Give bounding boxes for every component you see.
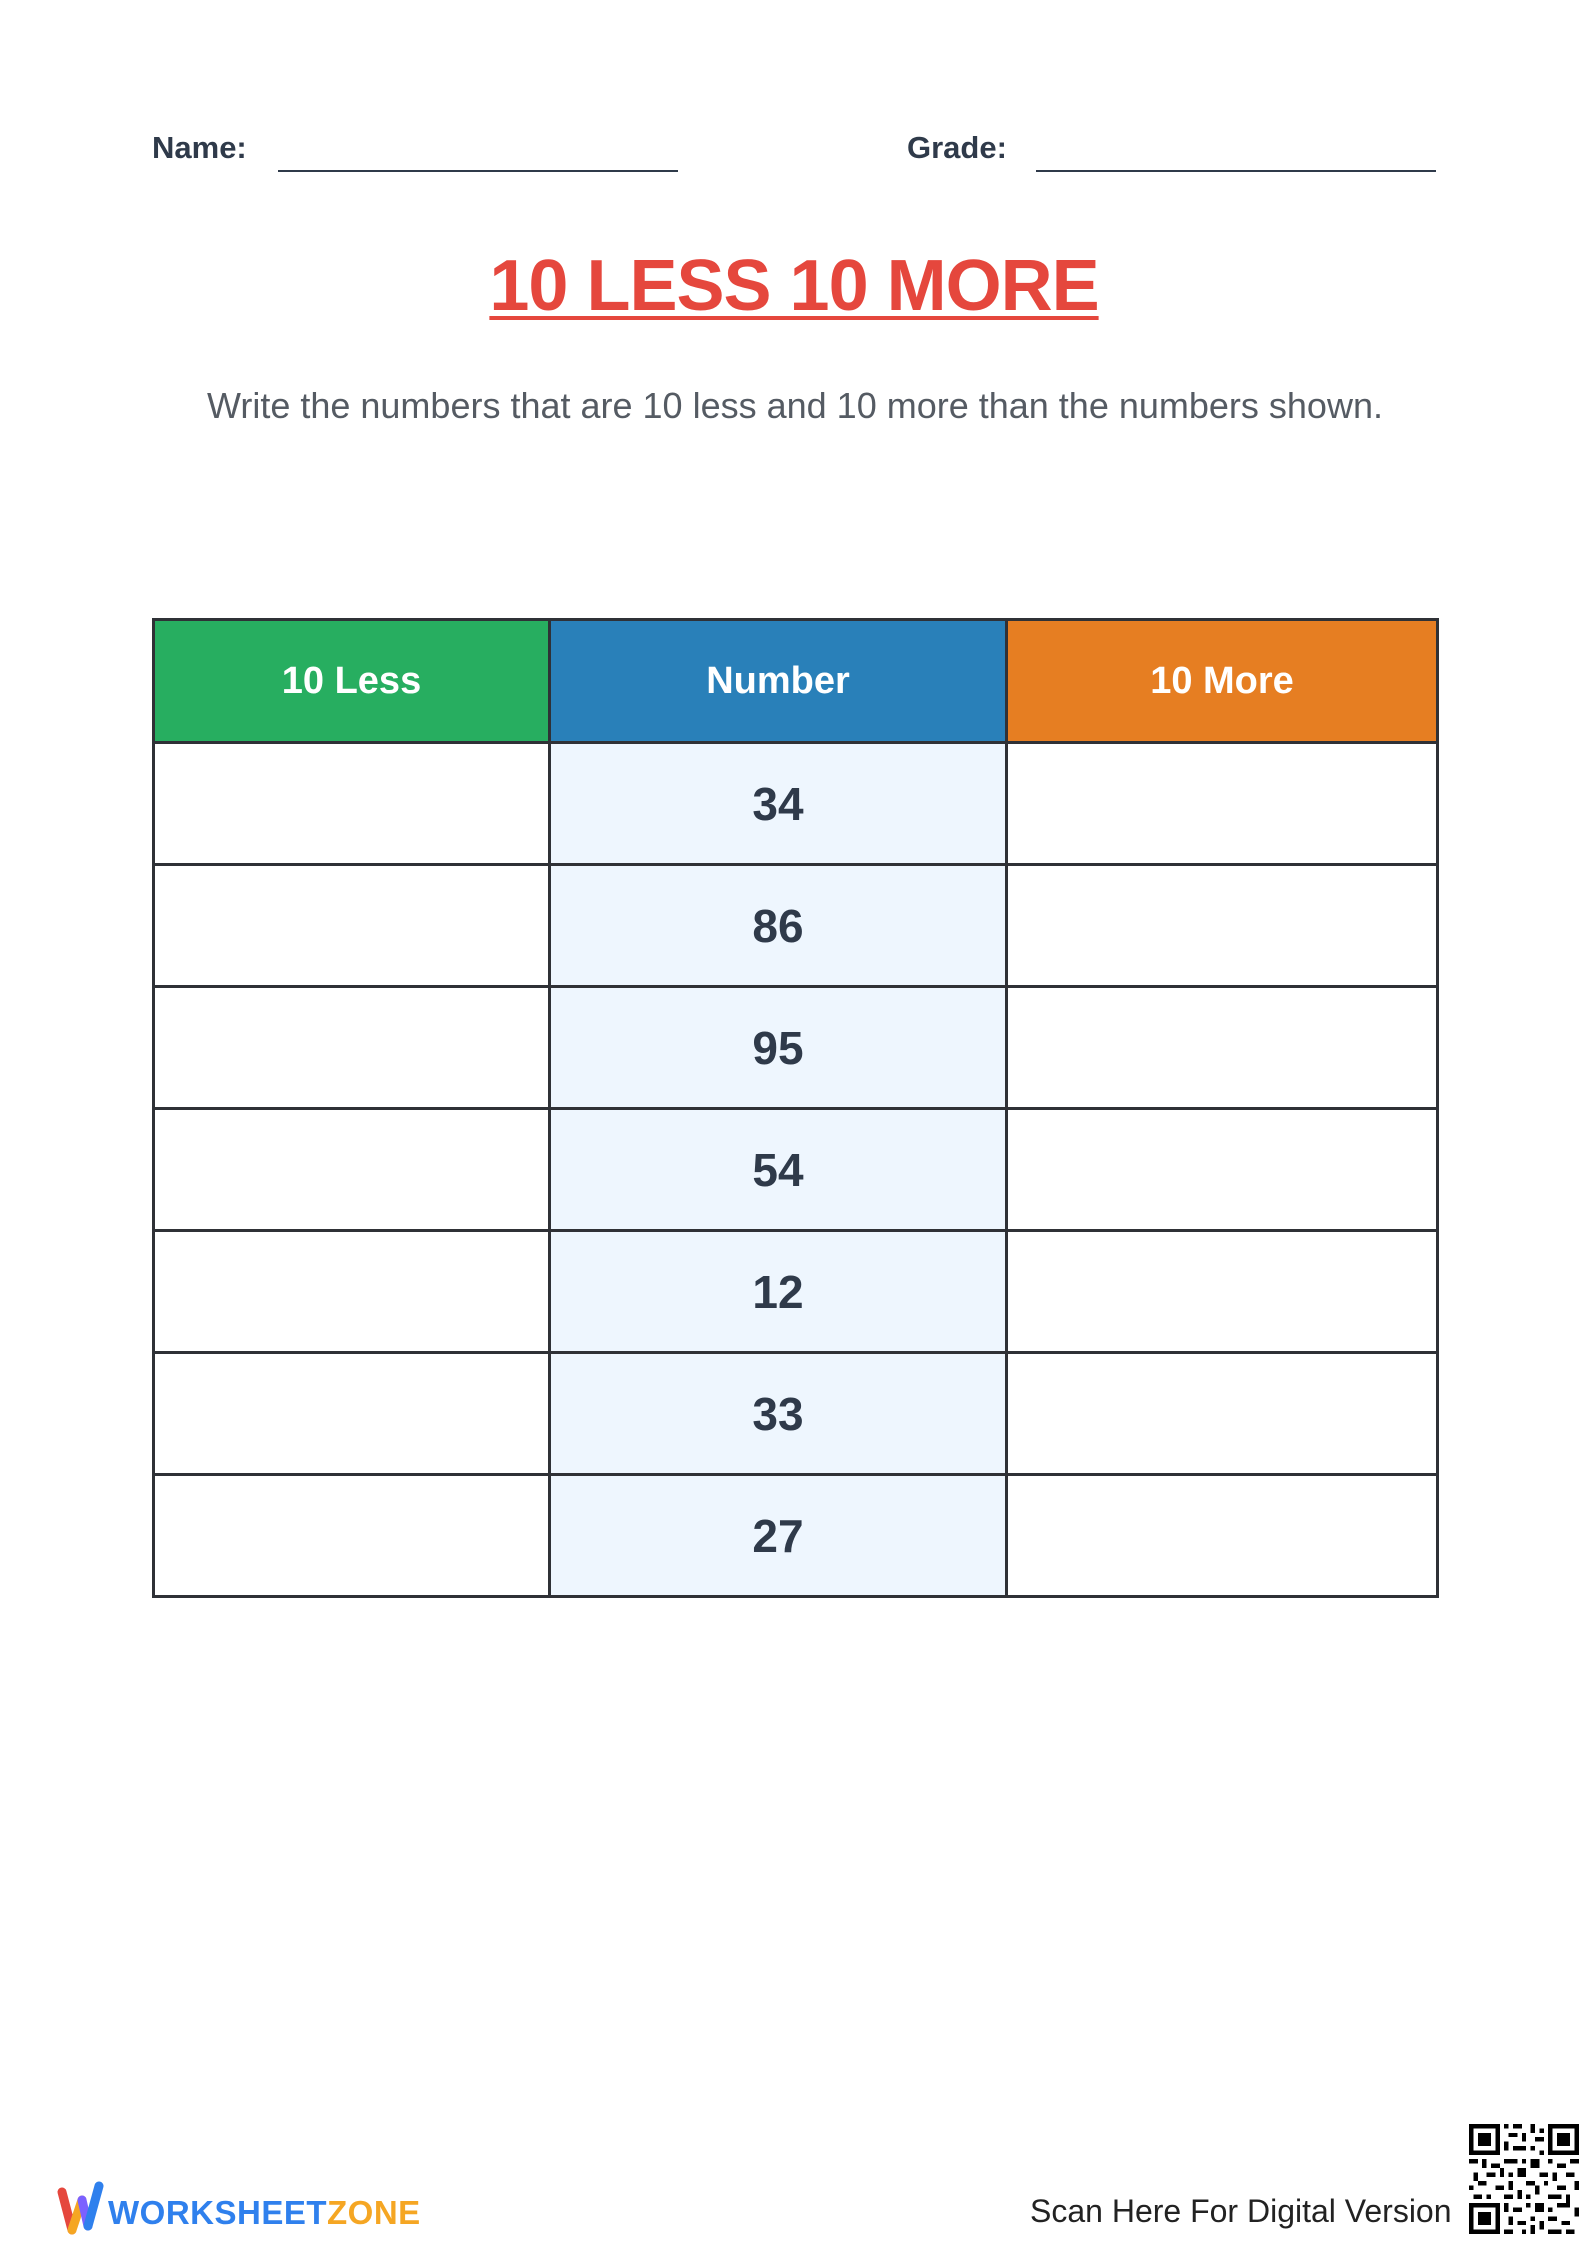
answer-cell-10-less[interactable]	[154, 1353, 550, 1475]
number-cell: 86	[550, 865, 1007, 987]
answer-cell-10-less[interactable]	[154, 1231, 550, 1353]
answer-cell-10-more[interactable]	[1007, 1231, 1438, 1353]
grade-label: Grade:	[907, 130, 1007, 165]
table-row	[154, 865, 1438, 987]
name-label: Name:	[152, 130, 247, 165]
number-cell: 34	[550, 743, 1007, 865]
answer-cell-10-more[interactable]	[1007, 1353, 1438, 1475]
number-cell: 27	[550, 1475, 1007, 1597]
number-cell: 33	[550, 1353, 1007, 1475]
table-row	[154, 1353, 1438, 1475]
number-cell: 12	[550, 1231, 1007, 1353]
scan-caption: Scan Here For Digital Version	[1030, 2193, 1452, 2229]
answer-cell-10-more[interactable]	[1007, 987, 1438, 1109]
answer-cell-10-less[interactable]	[154, 1109, 550, 1231]
table-header-row	[154, 620, 1438, 743]
table-row	[154, 987, 1438, 1109]
table-row	[154, 1475, 1438, 1597]
table-row	[154, 1231, 1438, 1353]
worksheet-title: 10 LESS 10 MORE	[489, 246, 1099, 326]
name-field[interactable]	[278, 170, 678, 172]
answer-cell-10-more[interactable]	[1007, 865, 1438, 987]
answer-cell-10-less[interactable]	[154, 987, 550, 1109]
logo-wordmark	[108, 2194, 421, 2232]
instructions-text: Write the numbers that are 10 less and 10 more than the numbers shown.	[207, 385, 1383, 426]
header-10-less: 10 Less	[154, 620, 550, 743]
grade-field[interactable]	[1036, 170, 1436, 172]
table-row	[154, 1109, 1438, 1231]
answer-cell-10-less[interactable]	[154, 743, 550, 865]
answer-cell-10-more[interactable]	[1007, 1475, 1438, 1597]
worksheet-table	[152, 618, 1439, 1598]
table-row	[154, 743, 1438, 865]
answer-cell-10-more[interactable]	[1007, 743, 1438, 865]
student-info-row	[0, 118, 1588, 178]
answer-cell-10-more[interactable]	[1007, 1109, 1438, 1231]
answer-cell-10-less[interactable]	[154, 1475, 550, 1597]
logo-mark-icon	[56, 2180, 104, 2238]
header-number: Number	[550, 620, 1007, 743]
number-cell: 54	[550, 1109, 1007, 1231]
qr-code-icon[interactable]	[1469, 2124, 1579, 2234]
logo-text-worksheet: WORKSHEET	[108, 2194, 327, 2231]
logo-text-zone: ZONE	[327, 2194, 421, 2231]
number-cell: 95	[550, 987, 1007, 1109]
answer-cell-10-less[interactable]	[154, 865, 550, 987]
header-10-more: 10 More	[1007, 620, 1438, 743]
